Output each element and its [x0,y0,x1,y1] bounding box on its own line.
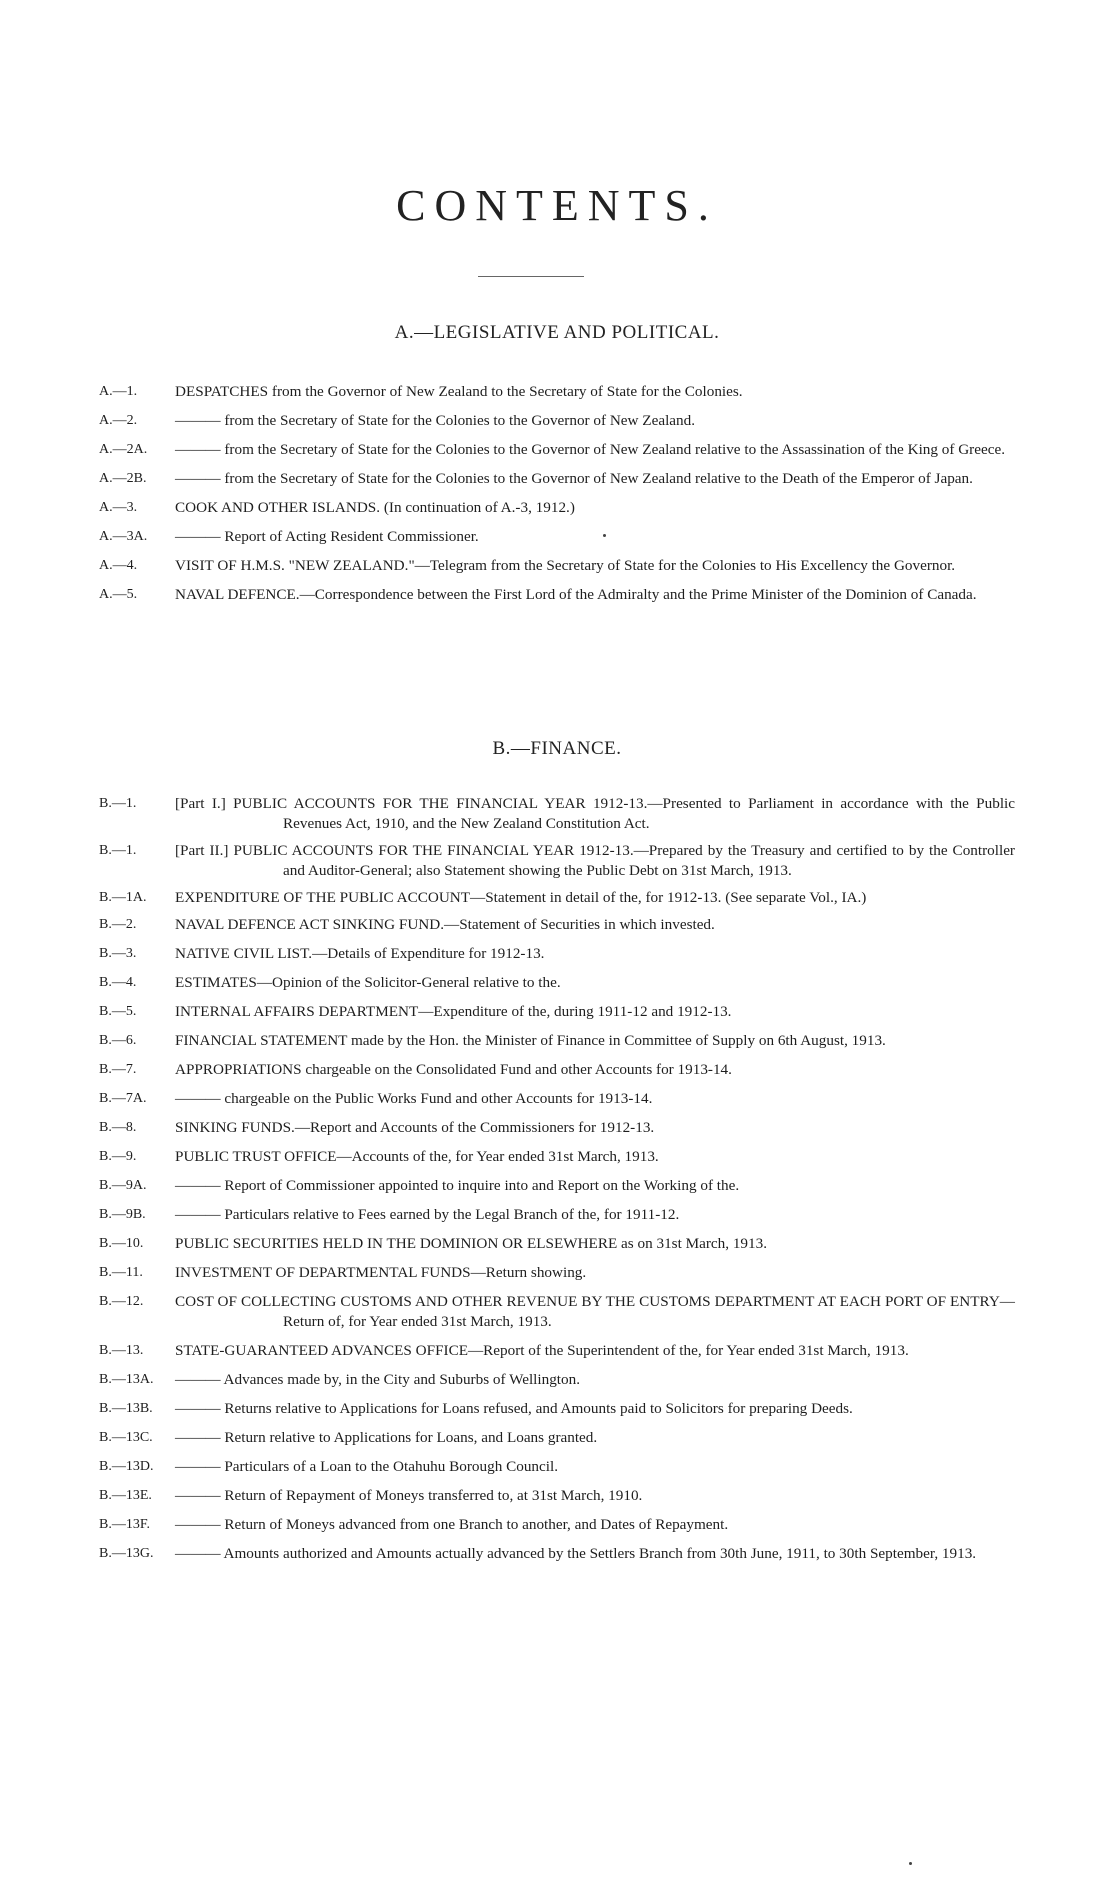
contents-entry [99,1176,1015,1196]
entry-code: B.—13. [99,1343,144,1358]
entry-text: ——— chargeable on the Public Works Fund and other Accounts for 1913-14. [175,1090,653,1107]
entry-code: B.—1A. [99,890,147,905]
section-heading-finance: B.—FINANCE. [492,738,622,759]
entry-text: PUBLIC SECURITIES HELD IN THE DOMINION OR ELSEWHERE as on 31st March, 1913. [175,1235,767,1252]
entry-code: A.—1. [99,384,138,399]
contents-entry [99,440,1015,460]
contents-entry [99,1399,1015,1419]
entry-code: B.—9B. [99,1207,146,1222]
entry-code: B.—7A. [99,1091,147,1106]
entry-code: B.—1. [99,796,137,811]
entry-text: NATIVE CIVIL LIST.—Details of Expenditure for 1912-13. [175,945,545,962]
contents-entry [99,1031,1015,1051]
section-b-entries [0,785,1114,1564]
entry-code: A.—2. [99,413,138,428]
contents-entry [99,1147,1015,1167]
entry-text: INVESTMENT OF DEPARTMENTAL FUNDS—Return showing. [175,1264,587,1281]
entry-code: B.—11. [99,1265,143,1280]
contents-entry [99,1486,1015,1506]
contents-entry [99,1292,1015,1332]
contents-entry [99,944,1015,964]
entry-code: B.—13A. [99,1372,154,1387]
entry-code: B.—10. [99,1236,144,1251]
contents-entry [99,1060,1015,1080]
entry-text: ——— from the Secretary of State for the Colonies to the Governor of New Zealand. [175,412,696,429]
entry-text: ——— from the Secretary of State for the Colonies to the Governor of New Zealand relative to the Assassination of the King of Greece. [175,441,1006,458]
entry-text: ——— Advances made by, in the City and Suburbs of Wellington. [175,1371,580,1388]
contents-entry [99,1515,1015,1535]
entry-code: B.—13E. [99,1488,152,1503]
entry-code: B.—13G. [99,1546,154,1561]
section-a-entries [0,373,1114,605]
entry-text: APPROPRIATIONS chargeable on the Consolidated Fund and other Accounts for 1913-14. [175,1061,732,1078]
entry-code: A.—5. [99,587,138,602]
contents-entry [99,973,1015,993]
entry-text: FINANCIAL STATEMENT made by the Hon. the Minister of Finance in Committee of Supply on 6th August, 1913. [175,1032,886,1049]
contents-entry [99,1457,1015,1477]
entry-text: DESPATCHES from the Governor of New Zealand to the Secretary of State for the Colonies. [175,383,743,400]
contents-entry [99,527,1015,547]
entry-text: SINKING FUNDS.—Report and Accounts of the Commissioners for 1912-13. [175,1119,655,1136]
entry-code: A.—3A. [99,529,148,544]
contents-entry [99,1002,1015,1022]
contents-entry [99,1428,1015,1448]
entry-code: B.—5. [99,1004,137,1019]
entry-code: B.—13B. [99,1401,153,1416]
section-heading-legislative: A.—LEGISLATIVE AND POLITICAL. [394,322,720,343]
entry-code: B.—7. [99,1062,137,1077]
entry-text: STATE-GUARANTEED ADVANCES OFFICE—Report of the Superintendent of the, for Year ended 31st March, 1913. [175,1342,909,1359]
print-speck [603,534,606,537]
entry-text: COST OF COLLECTING CUSTOMS AND OTHER REVENUE BY THE CUSTOMS DEPARTMENT AT EACH PORT OF ENTRY—Return of, for Year ended 31st March, 1913. [175,1293,1015,1330]
entry-code: B.—12. [99,1294,144,1309]
entry-code: B.—1. [99,843,137,858]
entry-text: [Part I.] PUBLIC ACCOUNTS FOR THE FINANCIAL YEAR 1912-13.—Presented to Parliament in accordance with the Public Revenues Act, 1910, and the New Zealand Constitution Act. [175,795,1015,832]
entry-text: ——— Returns relative to Applications for Loans refused, and Amounts paid to Solicitors for preparing Deeds. [175,1400,853,1417]
entry-code: A.—3. [99,500,138,515]
contents-entry [99,411,1015,431]
contents-entry [99,1089,1015,1109]
entry-text: ——— Report of Acting Resident Commissioner. [175,528,479,545]
contents-entry [99,382,1015,402]
contents-entry [99,915,1015,935]
entry-text: ——— Particulars of a Loan to the Otahuhu Borough Council. [175,1458,558,1475]
page-title: CONTENTS. [396,181,718,230]
contents-entry [99,1370,1015,1390]
entry-code: B.—3. [99,946,137,961]
entry-text: ——— Report of Commissioner appointed to inquire into and Report on the Working of the. [175,1177,740,1194]
entry-code: A.—2B. [99,471,147,486]
entry-text: ——— from the Secretary of State for the Colonies to the Governor of New Zealand relative to the Death of the Emperor of Japan. [175,470,973,487]
contents-entry [99,1234,1015,1254]
entry-text: NAVAL DEFENCE.—Correspondence between the First Lord of the Admiralty and the Prime Minister of the Dominion of Canada. [175,586,977,603]
entry-code: B.—9. [99,1149,137,1164]
entry-text: COOK AND OTHER ISLANDS. (In continuation of A.-3, 1912.) [175,499,575,516]
entry-code: B.—6. [99,1033,137,1048]
entry-code: B.—8. [99,1120,137,1135]
contents-entry [99,1205,1015,1225]
entry-text: ——— Return relative to Applications for Loans, and Loans granted. [175,1429,598,1446]
contents-entry [99,556,1015,576]
contents-entry [99,469,1015,489]
entry-text: NAVAL DEFENCE ACT SINKING FUND.—Statement of Securities in which invested. [175,916,715,933]
contents-entry [99,585,1015,605]
print-speck [909,1862,912,1865]
entry-text: ——— Return of Repayment of Moneys transferred to, at 31st March, 1910. [175,1487,643,1504]
contents-entry [99,888,1015,908]
entry-text: ——— Particulars relative to Fees earned by the Legal Branch of the, for 1911-12. [175,1206,680,1223]
entry-text: VISIT OF H.M.S. "NEW ZEALAND."—Telegram from the Secretary of State for the Colonies to His Excellency the Governor. [175,557,956,574]
entry-code: B.—13D. [99,1459,154,1474]
contents-entry [99,794,1015,834]
contents-entry [99,1118,1015,1138]
entry-code: B.—13C. [99,1430,153,1445]
contents-entry [99,498,1015,518]
entry-text: EXPENDITURE OF THE PUBLIC ACCOUNT—Statement in detail of the, for 1912-13. (See separate Vol., IA.) [175,889,867,906]
entry-code: A.—2A. [99,442,148,457]
entry-text: ——— Amounts authorized and Amounts actually advanced by the Settlers Branch from 30th June, 1911, to 30th September, 1913. [175,1545,977,1562]
entry-code: B.—13F. [99,1517,151,1532]
entry-text: PUBLIC TRUST OFFICE—Accounts of the, for Year ended 31st March, 1913. [175,1148,659,1165]
contents-entry [99,1263,1015,1283]
entry-text: ——— Return of Moneys advanced from one Branch to another, and Dates of Repayment. [175,1516,729,1533]
entry-text: [Part II.] PUBLIC ACCOUNTS FOR THE FINANCIAL YEAR 1912-13.—Prepared by the Treasury and certified to by the Controller and Auditor-General; also Statement showing the Public Debt on 31st March, 1913. [175,842,1015,879]
entry-code: B.—2. [99,917,137,932]
entry-text: ESTIMATES—Opinion of the Solicitor-General relative to the. [175,974,561,991]
title-rule [478,276,584,277]
contents-entry [99,1544,1015,1564]
entry-text: INTERNAL AFFAIRS DEPARTMENT—Expenditure of the, during 1911-12 and 1912-13. [175,1003,732,1020]
entry-code: A.—4. [99,558,138,573]
contents-entry [99,841,1015,881]
contents-entry [99,1341,1015,1361]
entry-code: B.—4. [99,975,137,990]
entry-code: B.—9A. [99,1178,147,1193]
